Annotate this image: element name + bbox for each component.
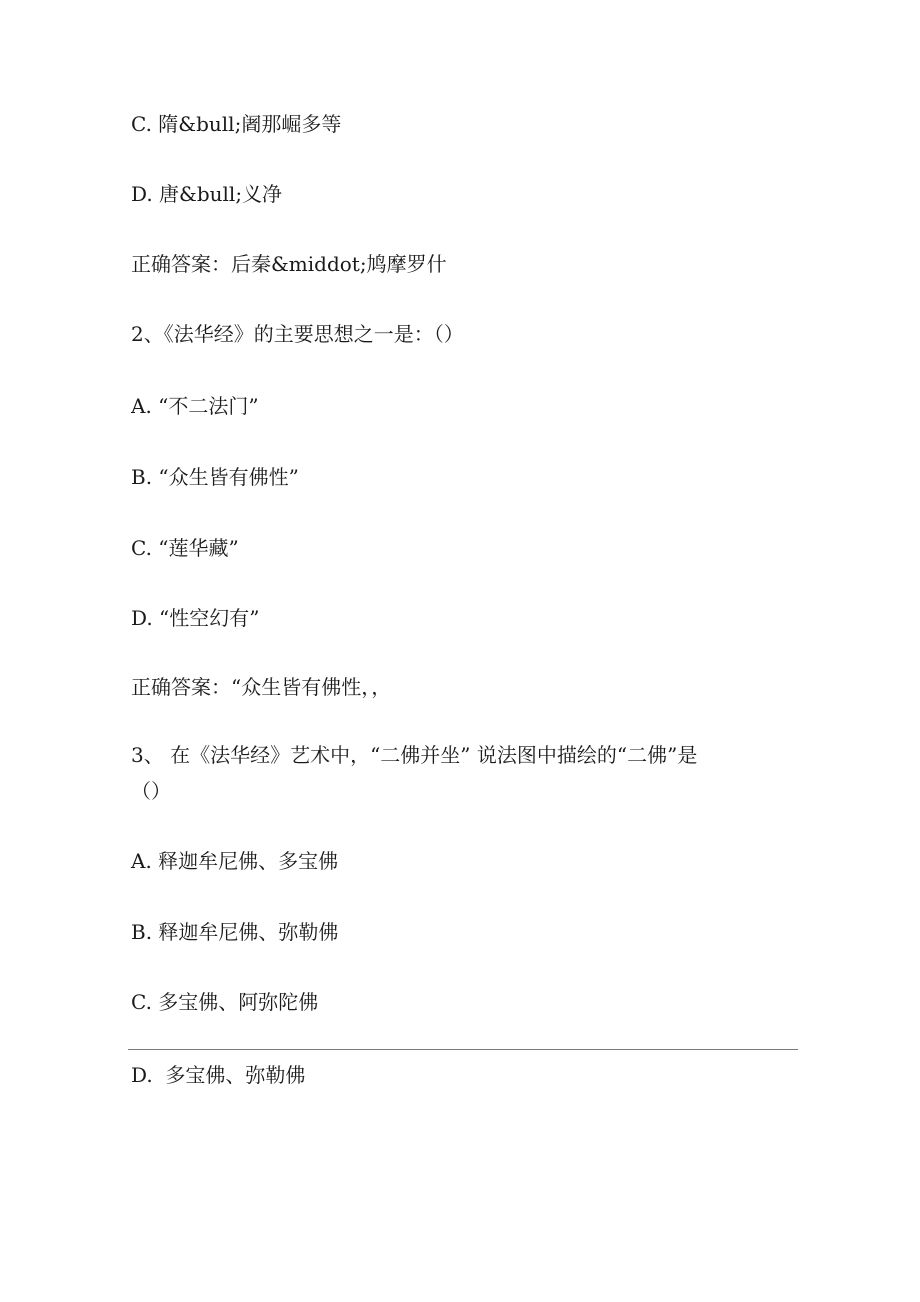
q2-question: 2、《法华经》的主要思想之一是：（） (131, 322, 464, 346)
q2-option-a: A. “不二法门” (131, 394, 259, 418)
q3-option-b: B. 释迦牟尼佛、弥勒佛 (131, 920, 339, 944)
q2-answer: 正确答案：“众生皆有佛性，， (131, 675, 392, 699)
q3-question-line2: （） (131, 779, 171, 803)
q3-question-line1: 3、 在《法华经》艺术中，“二佛并坐” 说法图中描绘的“二佛”是 (131, 743, 698, 767)
horizontal-divider (128, 1049, 798, 1050)
q3-option-a: A. 释迦牟尼佛、多宝佛 (131, 849, 339, 873)
q2-option-c: C. “莲华藏” (131, 536, 239, 560)
q1-answer: 正确答案：后秦&middot;鸠摩罗什 (131, 252, 447, 276)
q2-option-d: D. “性空幻有” (131, 606, 260, 630)
q1-option-c: C. 隋&bull;阇那崛多等 (131, 112, 342, 136)
q3-option-c: C. 多宝佛、阿弥陀佛 (131, 990, 319, 1014)
q3-option-d: D. 多宝佛、弥勒佛 (131, 1063, 306, 1087)
q2-option-b: B. “众生皆有佛性” (131, 465, 299, 489)
q1-option-d: D. 唐&bull;义净 (131, 182, 283, 206)
